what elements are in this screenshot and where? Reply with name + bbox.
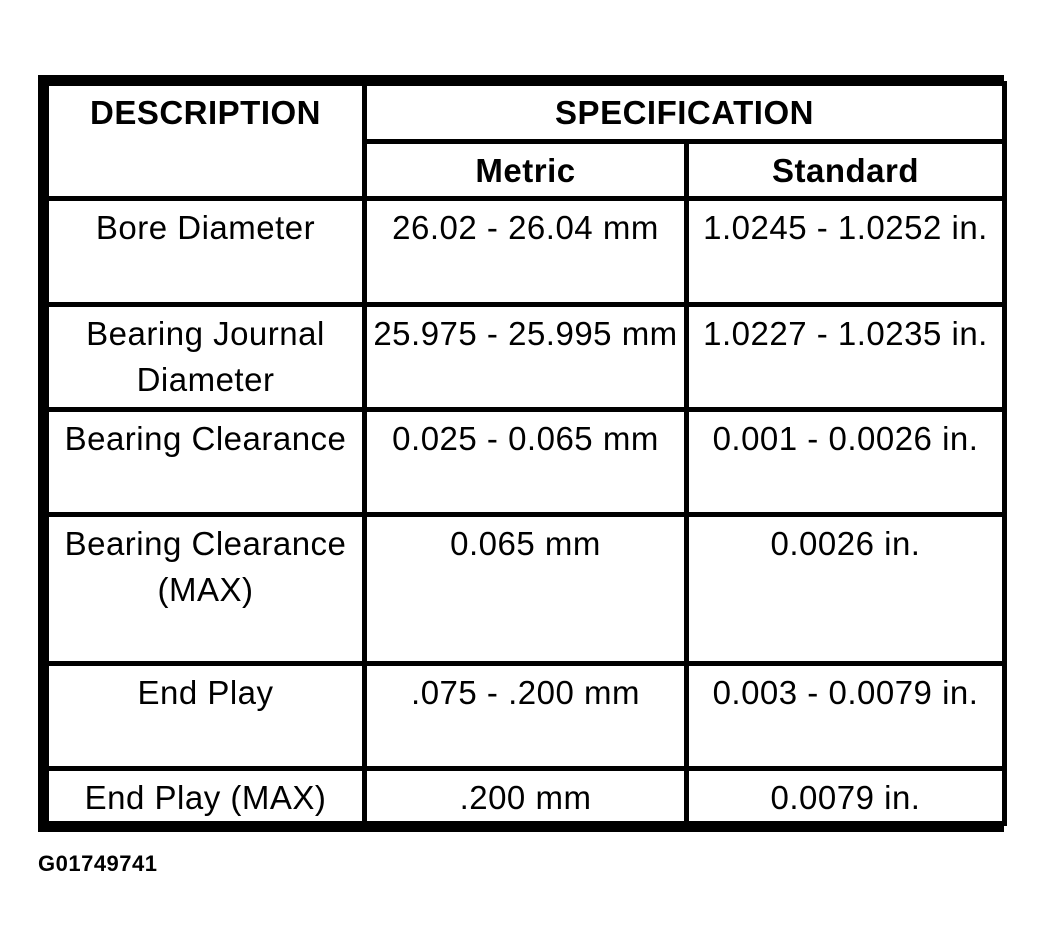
spec-table-frame xyxy=(38,75,1004,832)
metric-header: Metric xyxy=(367,144,684,196)
specification-header: SPECIFICATION xyxy=(367,86,1002,139)
row-standard: 0.003 - 0.0079 in. xyxy=(689,666,1002,766)
row-metric: .075 - .200 mm xyxy=(367,666,684,766)
row-metric: 26.02 - 26.04 mm xyxy=(367,201,684,301)
row-standard: 1.0245 - 1.0252 in. xyxy=(689,201,1002,301)
row-metric: 0.065 mm xyxy=(367,517,684,660)
table-row xyxy=(49,517,1002,660)
row-standard: 0.0026 in. xyxy=(689,517,1002,660)
table-row xyxy=(49,307,1002,407)
table-row xyxy=(49,201,1002,301)
row-standard: 1.0227 - 1.0235 in. xyxy=(689,307,1002,407)
row-metric: 25.975 - 25.995 mm xyxy=(367,307,684,407)
row-description: Bearing Journal Diameter xyxy=(49,307,362,407)
row-description: End Play (MAX) xyxy=(49,771,362,821)
row-standard: 0.001 - 0.0026 in. xyxy=(689,412,1002,512)
table-row xyxy=(49,771,1002,821)
table-row xyxy=(49,412,1002,512)
description-header: DESCRIPTION xyxy=(49,86,362,196)
figure-id: G01749741 xyxy=(38,851,158,876)
row-description: Bore Diameter xyxy=(49,201,362,301)
specification-table xyxy=(44,81,1007,826)
row-standard: 0.0079 in. xyxy=(689,771,1002,821)
row-description: Bearing Clearance (MAX) xyxy=(49,517,362,660)
row-description: Bearing Clearance xyxy=(49,412,362,512)
standard-header: Standard xyxy=(689,144,1002,196)
table-row xyxy=(49,666,1002,766)
row-metric: 0.025 - 0.065 mm xyxy=(367,412,684,512)
row-description: End Play xyxy=(49,666,362,766)
row-metric: .200 mm xyxy=(367,771,684,821)
